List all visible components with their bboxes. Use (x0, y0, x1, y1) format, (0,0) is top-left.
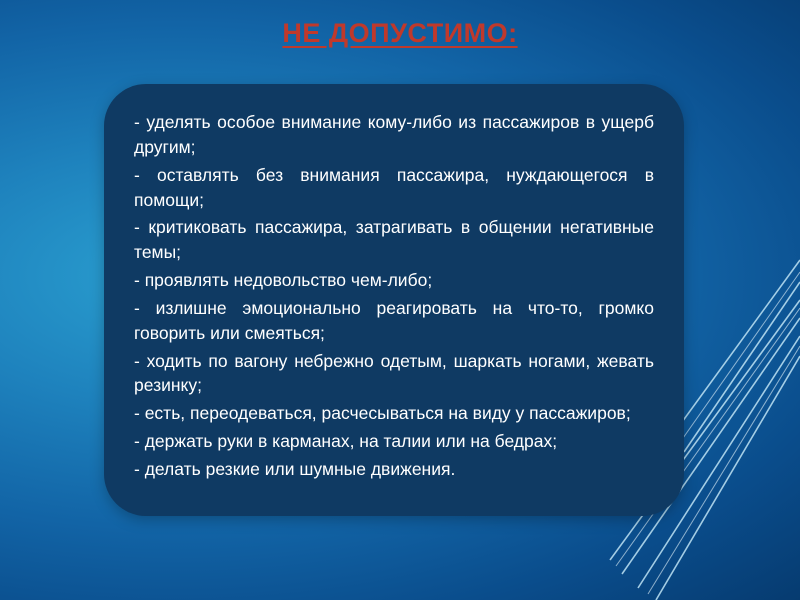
list-item: - проявлять недовольство чем-либо; (134, 270, 433, 291)
content-panel (104, 84, 684, 516)
page-title: НЕ ДОПУСТИМО: (282, 18, 518, 48)
list-item: - есть, переодеваться, расчесываться на виду у пассажиров; (134, 403, 631, 424)
list-item: - излишне эмоционально реагировать на что-то, громко говорить или смеяться; (134, 297, 654, 343)
list-item: - уделять особое внимание кому-либо из пассажиров в ущерб другим; (134, 112, 654, 157)
list-item: - делать резкие или шумные движения. (134, 458, 456, 479)
list-item: - критиковать пассажира, затрагивать в общении негативные темы; (134, 217, 654, 263)
list-item: - оставлять без внимания пассажира, нуждающегося в помощи; (134, 164, 654, 210)
list-item: - держать руки в карманах, на талии или на бедрах; (134, 431, 558, 452)
list-item: - ходить по вагону небрежно одетым, шаркать ногами, жевать резинку; (134, 350, 654, 396)
